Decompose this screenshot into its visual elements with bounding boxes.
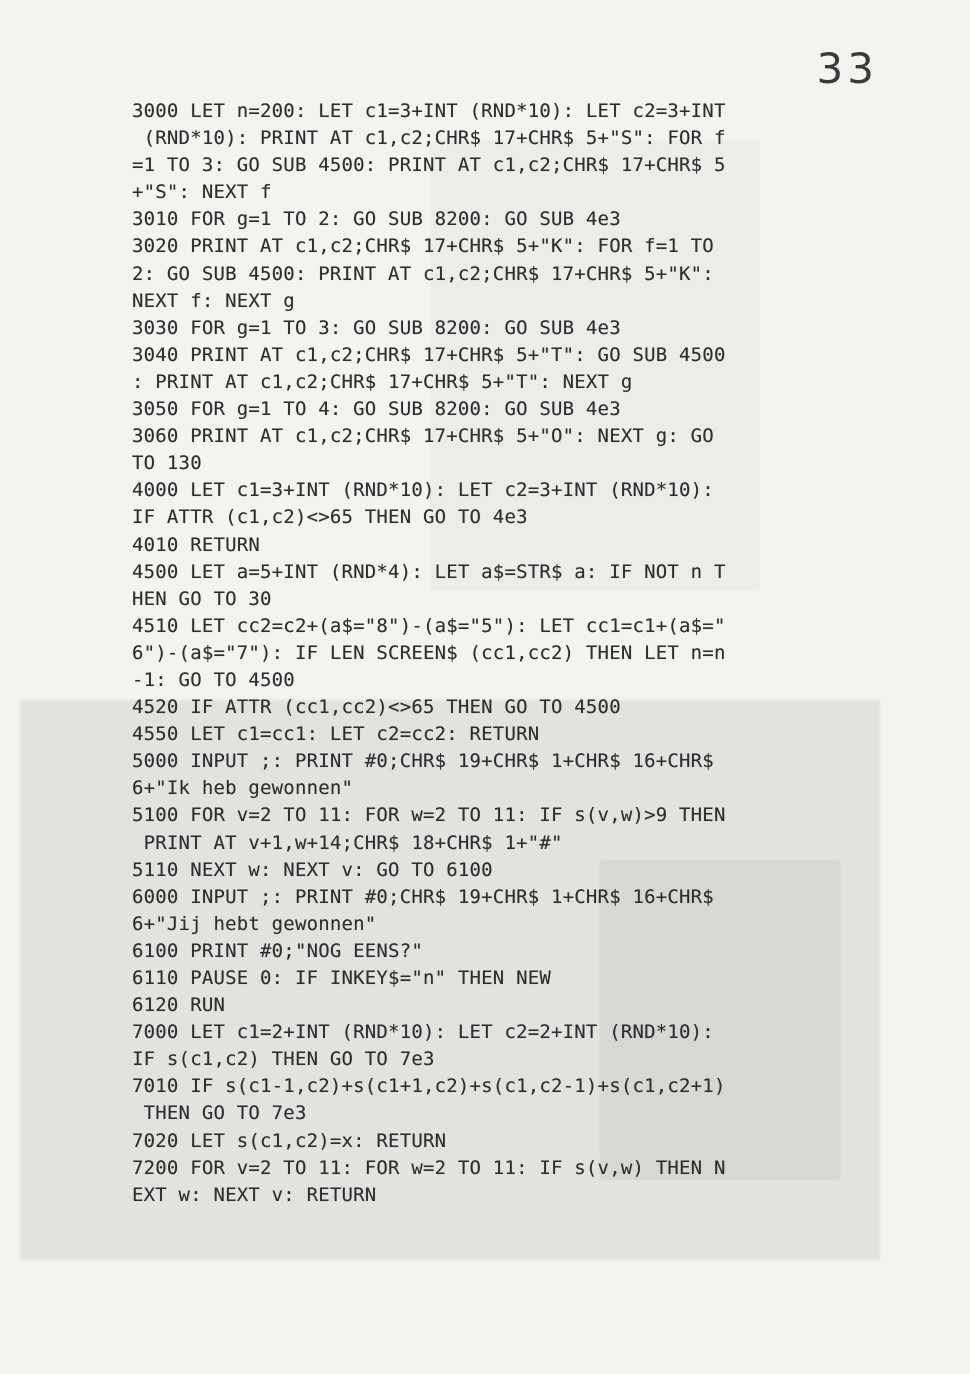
code-line: THEN GO TO 7e3 bbox=[132, 1102, 307, 1125]
basic-program-listing bbox=[132, 98, 872, 1209]
code-line: IF s(c1,c2) THEN GO TO 7e3 bbox=[132, 1048, 435, 1071]
code-line: 4550 LET c1=cc1: LET c2=cc2: RETURN bbox=[132, 723, 540, 746]
code-line: EXT w: NEXT v: RETURN bbox=[132, 1183, 377, 1206]
code-line: 4520 IF ATTR (cc1,cc2)<>65 THEN GO TO 4500 bbox=[132, 696, 621, 719]
code-line: 6")-(a$="7"): IF LEN SCREEN$ (cc1,cc2) THEN LET n=n bbox=[132, 641, 726, 664]
page-number: 33 bbox=[816, 44, 878, 93]
code-line: 6000 INPUT ;: PRINT #0;CHR$ 19+CHR$ 1+CHR$ 16+CHR$ bbox=[132, 885, 714, 908]
code-line: (RND*10): PRINT AT c1,c2;CHR$ 17+CHR$ 5+"S": FOR f bbox=[132, 127, 726, 150]
code-line: 7020 LET s(c1,c2)=x: RETURN bbox=[132, 1129, 447, 1152]
code-line: +"S": NEXT f bbox=[132, 181, 272, 204]
code-line: : PRINT AT c1,c2;CHR$ 17+CHR$ 5+"T": NEXT g bbox=[132, 370, 633, 393]
code-line: HEN GO TO 30 bbox=[132, 587, 272, 610]
code-line: -1: GO TO 4500 bbox=[132, 668, 295, 691]
code-line: 4000 LET c1=3+INT (RND*10): LET c2=3+INT (RND*10): bbox=[132, 479, 714, 502]
code-line: 3060 PRINT AT c1,c2;CHR$ 17+CHR$ 5+"O": NEXT g: GO bbox=[132, 425, 714, 448]
code-line: 3000 LET n=200: LET c1=3+INT (RND*10): LET c2=3+INT bbox=[132, 100, 726, 122]
code-line: IF ATTR (c1,c2)<>65 THEN GO TO 4e3 bbox=[132, 506, 528, 529]
code-line: 3030 FOR g=1 TO 3: GO SUB 8200: GO SUB 4e3 bbox=[132, 316, 621, 339]
code-line: 5100 FOR v=2 TO 11: FOR w=2 TO 11: IF s(v,w)>9 THEN bbox=[132, 804, 726, 827]
code-line: 4010 RETURN bbox=[132, 533, 261, 556]
code-line: PRINT AT v+1,w+14;CHR$ 18+CHR$ 1+"#" bbox=[132, 831, 563, 854]
code-line: 5110 NEXT w: NEXT v: GO TO 6100 bbox=[132, 858, 493, 881]
code-line: 6120 RUN bbox=[132, 994, 226, 1017]
code-line: 7000 LET c1=2+INT (RND*10): LET c2=2+INT (RND*10): bbox=[132, 1021, 714, 1044]
code-line: 5000 INPUT ;: PRINT #0;CHR$ 19+CHR$ 1+CHR$ 16+CHR$ bbox=[132, 750, 714, 773]
code-line: 6110 PAUSE 0: IF INKEY$="n" THEN NEW bbox=[132, 967, 552, 989]
code-line: TO 130 bbox=[132, 452, 202, 475]
code-line: 6+"Ik heb gewonnen" bbox=[132, 777, 354, 800]
code-line: 4500 LET a=5+INT (RND*4): LET a$=STR$ a: IF NOT n T bbox=[132, 560, 726, 583]
code-line: =1 TO 3: GO SUB 4500: PRINT AT c1,c2;CHR$ 17+CHR$ 5 bbox=[132, 154, 726, 177]
code-line: 3010 FOR g=1 TO 2: GO SUB 8200: GO SUB 4e3 bbox=[132, 208, 621, 231]
code-line: NEXT f: NEXT g bbox=[132, 289, 295, 312]
code-line: 6100 PRINT #0;"NOG EENS?" bbox=[132, 939, 423, 962]
code-line: 7010 IF s(c1-1,c2)+s(c1+1,c2)+s(c1,c2-1)+s(c1,c2+1) bbox=[132, 1075, 726, 1098]
code-line: 2: GO SUB 4500: PRINT AT c1,c2;CHR$ 17+CHR$ 5+"K": bbox=[132, 262, 714, 285]
code-line: 4510 LET cc2=c2+(a$="8")-(a$="5"): LET cc1=c1+(a$=" bbox=[132, 614, 726, 637]
code-line: 3040 PRINT AT c1,c2;CHR$ 17+CHR$ 5+"T": GO SUB 4500 bbox=[132, 343, 726, 366]
code-line: 6+"Jij hebt gewonnen" bbox=[132, 912, 377, 935]
code-line: 7200 FOR v=2 TO 11: FOR w=2 TO 11: IF s(v,w) THEN N bbox=[132, 1156, 726, 1179]
code-line: 3020 PRINT AT c1,c2;CHR$ 17+CHR$ 5+"K": FOR f=1 TO bbox=[132, 235, 714, 258]
code-line: 3050 FOR g=1 TO 4: GO SUB 8200: GO SUB 4e3 bbox=[132, 398, 621, 421]
